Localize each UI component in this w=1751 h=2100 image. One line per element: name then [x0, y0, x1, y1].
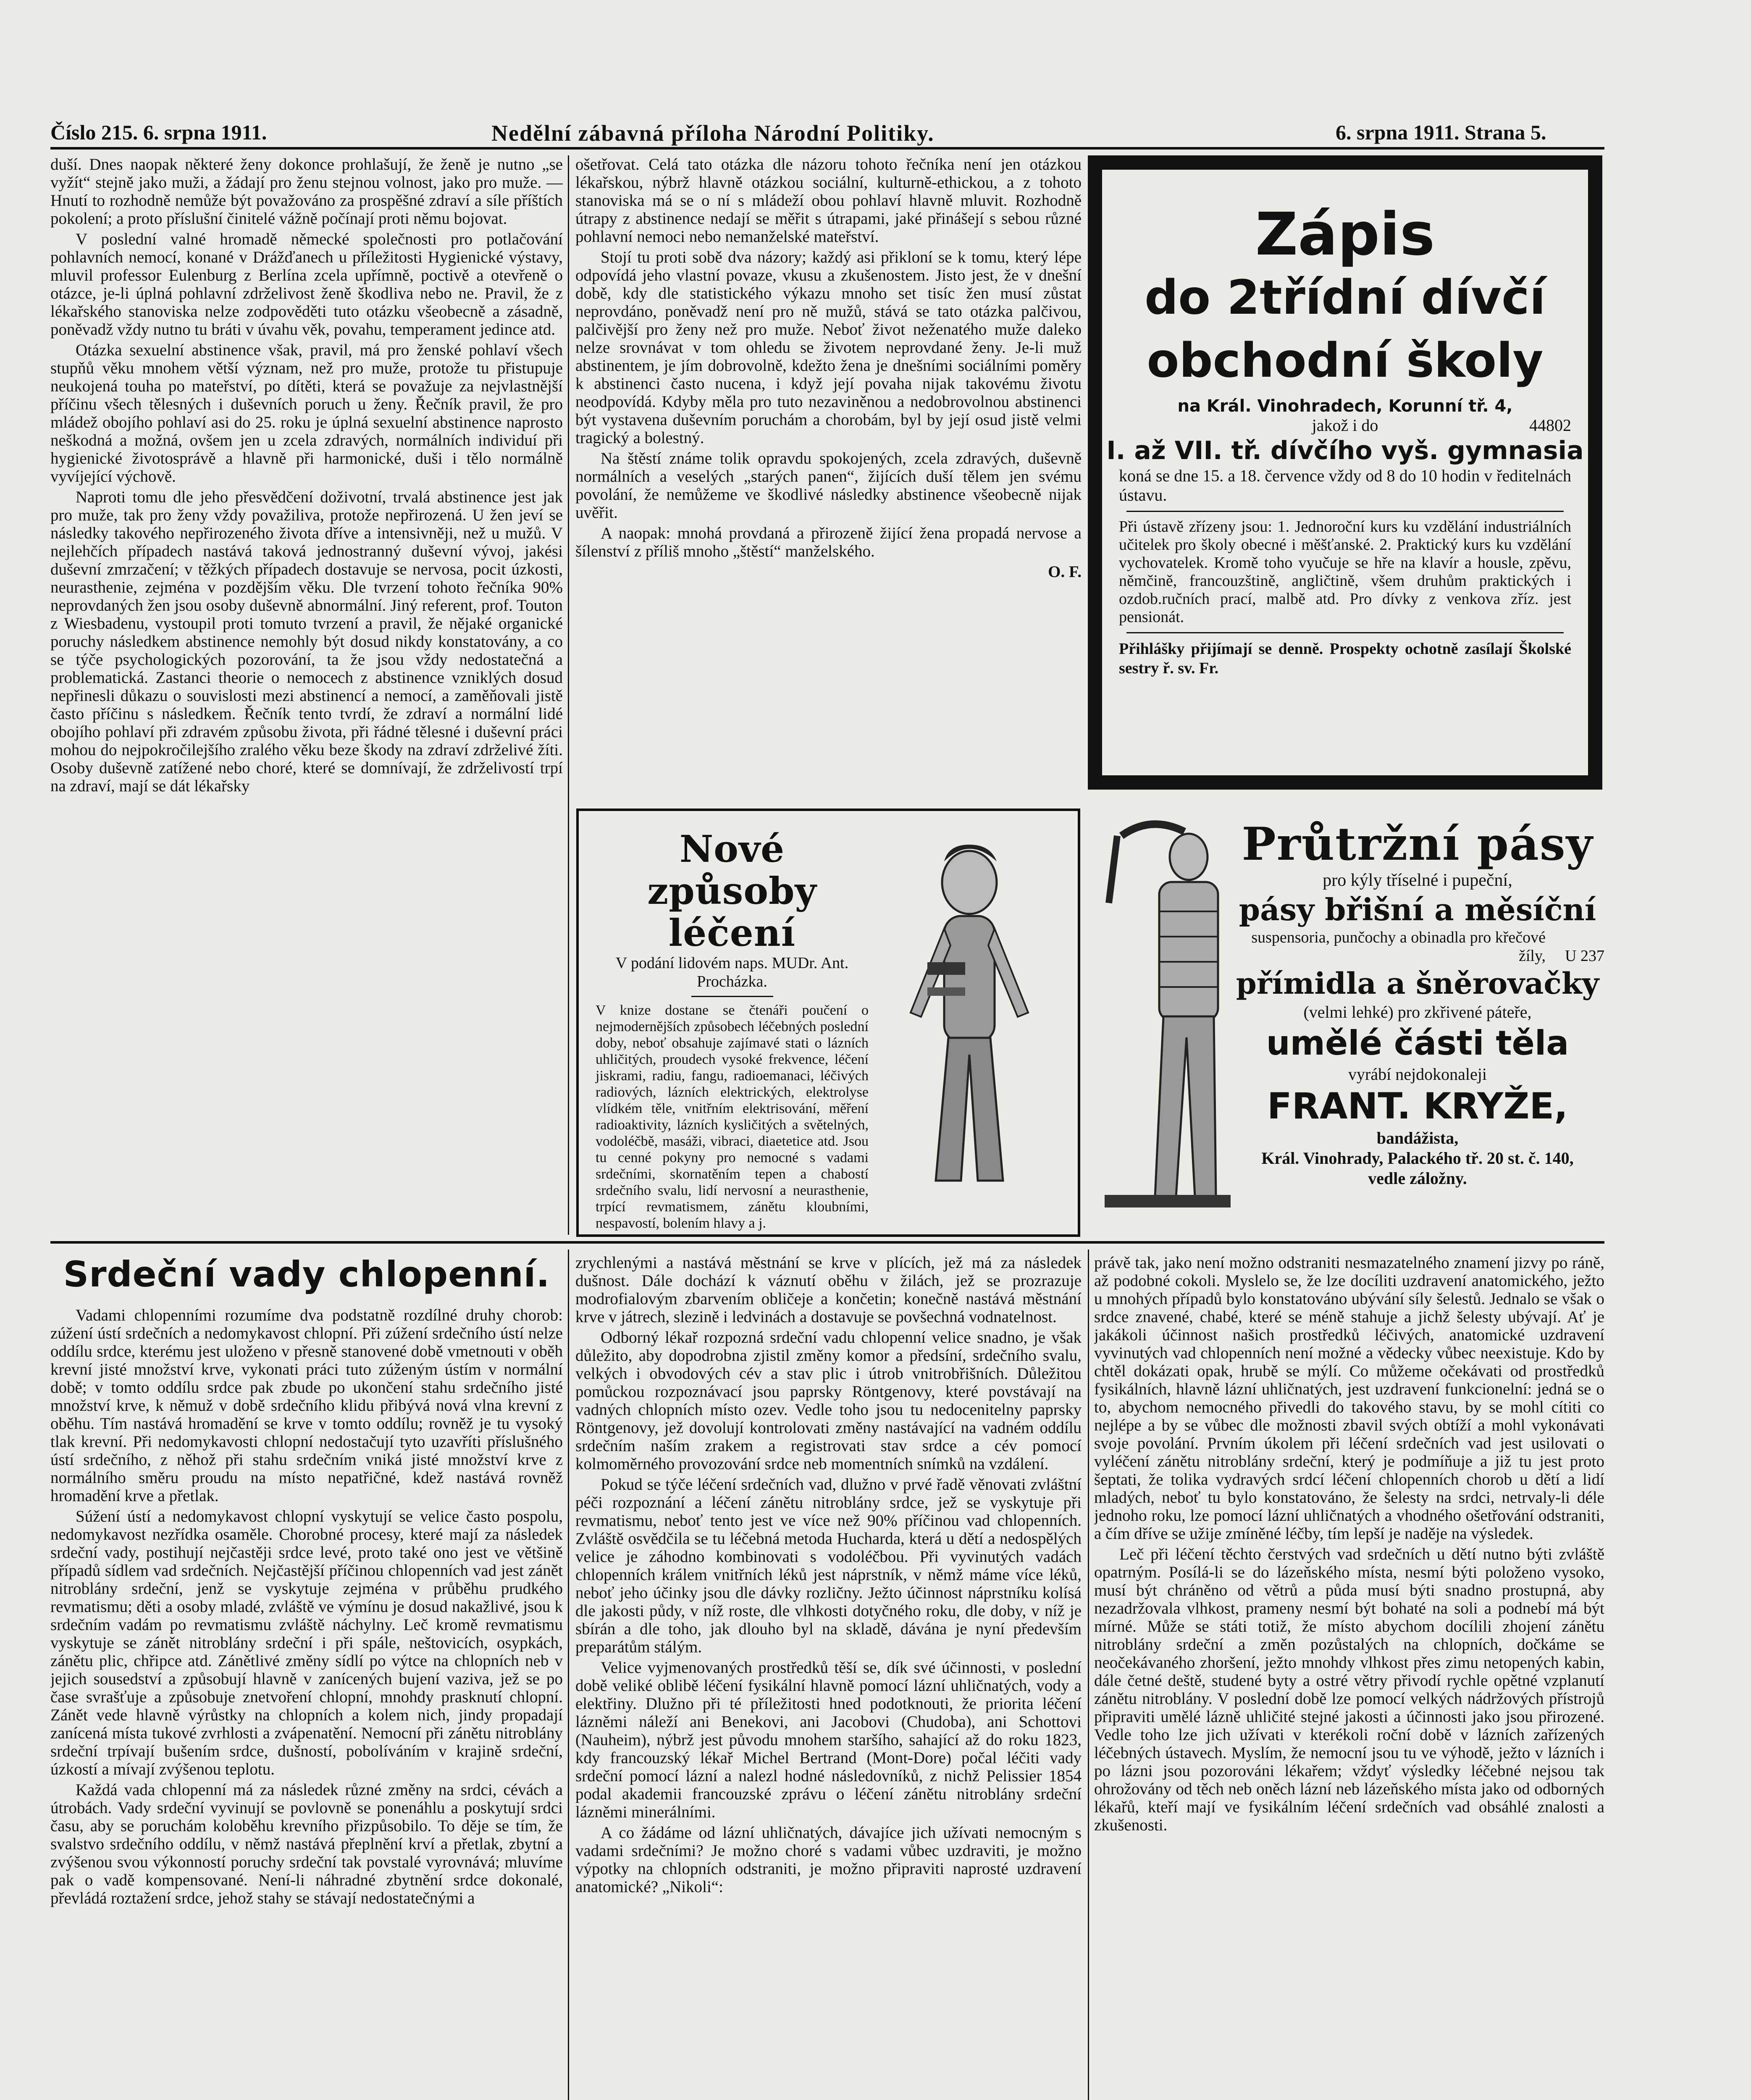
- ad-school-footer: Přihlášky přijímají se denně. Prospekty ochotně zasílají Školské sestry ř. sv. Fr.: [1119, 640, 1571, 677]
- diamond-ornament: [1334, 764, 1358, 788]
- col2-para-2: Stojí tu proti sobě dva názory; každý asi přikloní se k tomu, který lépe odpovídá jeho vlastní povaze, vkusu a zkušenostem. Jisto jest, že v dnešní době, kdy dle statistického výkazu mnoho set tisíc žen musí zůstat neprovdáno, poněvadž není pro ně mužů, stává se tato otázka palčivou, palčivější pro ženy než pro muže. Neboť život neženatého muže daleko nelze srovnávat v tom ohledu se životem neprovdané ženy. Je-li muž abstinentem, je jím dobrovolně, kdežto žena je dnešními sociálními poměry k abstinenci často nucena, i když její povaha nijak takovému životu neodpovídá. Kdyby měla pro tuto nezaviněnou a nedobrovolnou abstinenci být vystavena duševním poruchám a chorobám, byl by její osud jistě velmi tragický a bolestný.: [575, 248, 1082, 447]
- ad-school-enrollment: [1088, 155, 1602, 790]
- article-a-para-2: Súžení ústí a nedomykavost chlopní vyskytují se velice často pospolu, nedomykavost nezřídka osaměle. Chorobné procesy, které mají za následek srdeční vady, postihují nejčastěji srdce levé, proto také ono jest ve většině případů sídlem vad srdečních. Nejčastější příčinou chlopenních vad jest zánět nitroblány srdeční, jenž se vyskytuje zejména v průběhu prudkého revmatismu; děti a osoby mladé, zvláště ve výmínu je dosud nakažlivé, jsou k srdečním vadám po revmatismu zvláště náchylny. Leč kromě revmatismu vyskytuje se zánět nitroblány srdeční i při spále, neštovicích, osypkách, zánětu plic, chřipce atd. Zánětlivé změny sídlí po výtce na chlopních neb v jejich sousedství a způsobují hlavně v zanícených bujení vaziva, jež se po čase svrašťuje a způsobuje znetvoření chlopní, mnohdy prasknutí chlopní. Zánět vede hlavně výrůstky na chlopních a kolem nich, jindy propadají zanícená místa tukové zvrhlosti a zvápenatění. Nemocní při zánětu nitroblány srdeční trpívají bušením srdce, dušností, pobolíváním v krajině srdeční, úzkostí a mívají zvýšenou teplotu.: [50, 1507, 563, 1778]
- ad-school-body: Při ústavě zřízeny jsou: 1. Jednoroční kurs ku vzdělání industriálních učitelek pro školy obecné i měšťanské. 2. Praktický kurs ku vzdělání vychovatelek. Kromě toho vyučuje se hře na klavír a housle, zpěvu, němčině, francouzštině, angličtině, všem druhům praktických i ozdob.ručních prací, malbě atd. Pro dívky z venkova zříz. jest pensionát.: [1119, 518, 1571, 626]
- ad-school-rule: [1126, 511, 1564, 512]
- column-divider: [568, 1250, 569, 2100]
- bandage-figure: [1092, 819, 1231, 1218]
- issue-number: Číslo 215. 6. srpna 1911.: [50, 121, 267, 144]
- ad-school-address: na Král. Vinohradech, Korunní tř. 4,: [1177, 396, 1513, 416]
- article-b-para-4: Velice vyjmenovaných prostředků těší se, dík své účinnosti, v poslední době veliké oblibě léčení fysikální hlavně pomocí lázní uhličnatých, vody a elektřiny. Dlužno při té příležitosti hned podotknouti, že priorita léčení lázněmi náleží ani Benekovi, ani Jacobovi (Chudoba), ani Schottovi (Nauheim), nýbrž jest původu mnohem staršího, sahající až do roku 1823, kdy francouzský lékař Michel Bertrand (Mont-Dore) počal léčiti vady srdeční pomocí lázní a nalezl hodné následovníků, z nichž Pelissier 1854 podal akademii francouzské zprávu o léčení zánětu nitroblány srdeční lázněmi minerálními.: [575, 1659, 1082, 1821]
- col2-signature: O. F.: [1048, 563, 1082, 581]
- col2-para-4: A naopak: mnohá provdaná a přirozeně žijící žena propadá nervose a šílenství z příliš mnoho „štěstí“ manželského.: [575, 524, 1082, 560]
- ad-trusses-code: U 237: [1565, 947, 1604, 965]
- article-column-3: [1094, 1254, 1604, 2100]
- article-c-para-1: právě tak, jako není možno odstraniti nesmazatelného znamení jizvy po ráně, až podobné cokoli. Myslelo se, že lze docíliti uzdravení anatomického, ježto u mnohých případů bylo konstatováno ubývání síly šelestů. Jednalo se však o srdce znavené, chabé, které se méně stahuje a jichž šelesty ubývají. Ať je jakákoli účinnost našich prostředků léčivých, anatomické uzdravení vyvinutých vad chlopenních není možné a vědecky vůbec neexistuje. Kdo by chtěl dokázati opak, hrubě se mýlí. Co můžeme očekávati od prostředků fysikálních, hlavně lázní uhličnatých, jest uzdravení funkcionelní: jedná se o to, abychom nemocného přivedli do takového stavu, by se mohl cítiti co nejlépe a by se vůbec dle možnosti zbavil svých obtíží a mohl vykonávati svoje povolání. Prvním úkolem při léčení srdečních vad jest usilovati o vyléčení zánětu nitroblány srdeční, který je podmíňuje a již tu jest proto šeptati, že tolika vydravých srdcí léčení chlopenních chorob u dětí a lidí mladých, neboť tu bylo konstatováno, že šelesty na srdci, netrvaly-li déle jednoho roku, lze pomocí lázní uhličnatých a vhodného ošetřování odstraniti, a čím dříve se užije zmíněné léčby, tím lepší je naděje na výsledek.: [1094, 1254, 1604, 1543]
- ad-school-heading-2: do 2třídní dívčí: [1145, 270, 1546, 325]
- ad-school-heading-3: obchodní školy: [1147, 333, 1544, 388]
- ad-book: [576, 808, 1080, 1237]
- ad-school-rule: [1126, 632, 1564, 633]
- ad-trusses-title4: umělé části těla: [1266, 1024, 1569, 1063]
- ad-trusses-title3: přímidla a šněrovačky: [1236, 966, 1599, 1001]
- ad-book-body: V knize dostane se čtenáři poučení o nejmodernějších způsobech léčebných poslední doby, neboť obsahuje zajímavé stati o lázních uhličitých, proudech vysoké frekvence, léčení jiskrami, radiu, fangu, radioemanaci, léčivých radiových, lázních elektrických, elektrolyse vlídkém těle, vnitřním elektrisování, měření radioaktivity, lázních kysličitých a světelných, vodoléčbě, masáži, vibraci, diaetetice atd. Jsou tu cenné pokyny pro nemocné s vadami srdečními, skornatěním tepen a chabostí srdečního svalu, lidí nervosní a neurasthenie, trpící revmatismem, zánětu kloubními, nespavostí, bolením hlavy a j.: [596, 1003, 869, 1231]
- article-rule: [50, 1241, 1604, 1244]
- woman-illustration: [881, 836, 1058, 1197]
- col1-para-4: Naproti tomu dle jeho přesvědčení doživotní, trvalá abstinence jest jak pro muže, tak pro ženy vždy považiliva, protože nepřirozená. U žen jeví se následky takového nepřirozeného života dříve a intensivněji, než u mužů. V nejlehčích případech nastává taková jednostranný duševní vývoj, jakési duševní zmrzačení; v těžkých případech dostavuje se nervosa, pocit úzkosti, neurasthenie, zejména v pozdějším věku. Dle tvrzení tohoto řečníka 90% neprovdaných žen jsou osoby duševně abnormální. Jiný referent, prof. Touton z Wiesbadenu, vystoupil proti tomuto tvrzení a pravil, že nějaké organické poruchy následkem abstinence nemohly být dosud nikdy konstatovány, a co se týče psychologických pozorování, ta že jsou vždy nedostatečná a problematická. Zastanci theorie o nemocech z abstinence vzniklých dosud nepřinesli důkazu o souvislosti mezi abstinencí a nemocí, a zaměňovali jistě často příčinu s následkem. Řečník tento tvrdí, že zdraví a normální lidé obojího pohlaví při zdravém způsobu života, při řádné tělesné i duševní práci mohou do nejpokročilejšího zralého věku beze škody na zdraví zdrželivé žíti. Osoby duševně zatížené nebo choré, které se domnívají, že zdrželivostí trpí na zdraví, mají se dát lékařsky: [50, 488, 563, 795]
- ad-book-order: [596, 1235, 869, 1237]
- ad-trusses-address: Král. Vinohrady, Palackého tř. 20 st. č. 140, vedle záložny.: [1261, 1149, 1574, 1188]
- column-divider: [568, 155, 569, 1235]
- ad-school-heading-1: Zápis: [1255, 200, 1435, 269]
- article-b-para-3: Pokud se týče léčení srdečních vad, dlužno v prvé řadě věnovati zvláštní péči rozpoznání a léčení zánětu nitroblány srdce, jež se vyskytuje při revmatismu, neboť tento jest ve více než 90% příčinou vad chlopenních. Zvláště osvědčila se tu léčebná metoda Hucharda, která u dětí a nedospělých velice je záhodno kombinovati s vodoléčbou. Při vyvinutých vadách chlopenních králem vnitřních léků jest náprstník, v němž máme více léků, neboť jeho účinky jsou dle dávky rozličny. Ježto účinnost náprstníku kolísá dle jakosti půdy, v níž roste, dle vlhkosti dotyčného roku, dle doby, v níž je sbírán a dle toho, jak dlouho byl na skladě, dávána je nyní především preparátům stálým.: [575, 1475, 1082, 1656]
- supplement-title: Nedělní zábavná příloha Národní Politiky.: [491, 121, 935, 146]
- ad-trusses-title: Průtržní pásy: [1242, 819, 1593, 871]
- article-a-para-3: Každá vada chlopenní má za následek různé změny na srdci, cévách a útrobách. Vady srdeční vyvinují se povlovně se ponenáhlu a poskytují srdci času, aby se poruchám koloběhu krevního přizpůsobilo. To děje se tím, že svalstvo srdečního oddílu, v němž nastává přeplnění krví a přetlak, zbytní a zvýšenou svou výkonností poruchy srdeční tak povstalé vyrovnává; mluvíme pak o vadě kompensované. Není-li náhradné zbytnění srdce dokonalé, převládá roztažení srdce, jehož stahy se stávají nedostatečnými a: [50, 1781, 563, 1907]
- col1-para-1: duší. Dnes naopak některé ženy dokonce prohlašují, že ženě je nutno „se vyžít“ stejně jako muži, a žádají pro ženu stejnou volnost, jako pro muže. — Hnutí to rozhodně nemůže být považováno za prospěšné zdraví a síle příštích pokolení; a proto příslušní činitelé vážně počínají proti němu bojovat.: [50, 155, 563, 228]
- column-2: [575, 155, 1082, 794]
- ad-trusses-title2: pásy břišní a měsíční: [1239, 892, 1596, 927]
- col1-para-2: V poslední valné hromadě německé společnosti pro potlačování pohlavních nemocí, konané v Drážďanech u příležitosti Hygienické výstavy, mluvil professor Eulenburg z Berlína zcela upřímně, poctivě a otevřeně o otázce, je-li úplná pohlavní zdrželivost ženě škodliva nebo ne. Pravil, že z lékařského stanoviska nelze zodpověděti tuto otázku všeobecně a zásadně, poněvadž vždy nutno tu bráti v úvahu věk, povahu, temperament jedince atd.: [50, 230, 563, 339]
- ad-trusses-line3: (velmi lehké) pro zkřivené páteře,: [1303, 1003, 1532, 1021]
- ad-trusses-maker: FRANT. KRYŽE,: [1267, 1085, 1568, 1127]
- article-b-para-1: zrychlenými a nastává městnání se krve v plících, jež má za následek dušnost. Dále dochází k váznutí oběhu v žilách, jež se prozrazuje modrofialovým zbarvením obličeje a končetin; konečně nastává městnání krve v játrech, slezině i ledvinách a dostavuje se povšechná vodnatelnost.: [575, 1254, 1082, 1326]
- col2-para-1: ošetřovat. Celá tato otázka dle názoru tohoto řečníka není jen otázkou lékařskou, nýbrž hlavně otázkou sociální, kulturně-ethickou, a z tohoto stanoviska má se o ní s mládeží obou pohlaví hlavně mluvit. Rozhodně útrapy z abstinence nedají se měřit s útrapami, jaké přinášejí s sebou různé pohlavní nemoci nebo nemanželské mateřství.: [575, 155, 1082, 246]
- header-rule: [50, 147, 1604, 150]
- ad-school-also: jakož i do: [1312, 416, 1378, 435]
- ad-trusses-line1: pro kýly tříselné i pupeční,: [1323, 871, 1512, 890]
- article-c-para-2: Leč při léčení těchto čerstvých vad srdečních u dětí nutno býti zvláště opatrným. Posílá-li se do lázeňského místa, nesmí býti položeno vysoko, musí být chráněno od větrů a půda musí býti snadno prostupná, aby nezadržovala vlhkost, prameny nesmí být bohaté na soli a podnebí má být mírné. Může se státi totiž, že místo abychom docílili zhojení zánětu nitroblány srdeční a změn pozůstalých na chlopních, dočkáme se neočekávaného zhoršení, ježto mnohdy vlhkost přes zimu netopených kabin, dále četné deště, studené byty a ostré větry přivodí rychle opětné vzplanutí zánětu nitroblány. V poslední době lze pomocí velkých nádržových přístrojů připraviti umělé lázně uhličité stejné jakosti a účinnosti jako jsou přirozené. Vedle toho lze jich užívati v kterékoli roční době v lázních zařízených léčebných ústavech. Myslím, že nemocní jsou tu ve výhodě, ježto v lázních i po lázni jsou pozorováni lékařem; vždyť výsledky léčebné nejsou tak ohrožovány od těch neb oněch lázní neb lázeňského místa jako od odborných lékařů, kteří mají ve fysikálním léčení srdečních vad obsáhlé znalosti a zkušenosti.: [1094, 1545, 1604, 1834]
- ad-school-code: 44802: [1529, 416, 1571, 435]
- ad-trusses-line2: suspensoria, punčochy a obinadla pro křečové žíly,: [1251, 929, 1546, 965]
- ad-trusses-trade: bandážista,: [1376, 1129, 1459, 1147]
- ad-book-subtitle: V podání lidovém naps. MUDr. Ant. Procházka.: [615, 954, 849, 990]
- article-column-1: [50, 1306, 563, 2100]
- article-column-2: [575, 1254, 1082, 2100]
- article-title: Srdeční vady chlopenní.: [63, 1254, 550, 1295]
- page-header: [50, 120, 1596, 150]
- ad-book-rule: [691, 996, 773, 997]
- ad-book-title: Nové způsoby léčení: [647, 827, 817, 955]
- col1-para-3: Otázka sexuelní abstinence však, pravil, má pro ženské pohlaví všech stupňů věku mnohem větší význam, než pro muže, protože tu přistupuje neukojená touha po mateřství, po dítěti, která se považuje za nejvlastnější příčinu všech tělesných i duševních poruch u ženy. Řečník pravil, že pro mládež obojího pohlaví asi do 25. roku je úplná sexuelní abstinence naprosto neškodná a možná, ovšem jen u zcela zdravých, normálních individuí při hygienické životosprávě a hlavně při harmonické, duši i tělo normálně vyvíjející výchově.: [50, 341, 563, 486]
- ad-school-dates: koná se dne 15. a 18. července vždy od 8 do 10 hodin v ředitelnách ústavu.: [1119, 466, 1571, 504]
- column-divider: [1088, 1250, 1089, 2100]
- ad-trusses: [1092, 819, 1604, 1218]
- article-b-para-2: Odborný lékař rozpozná srdeční vadu chlopenní velice snadno, je však důležito, aby dopodrobna zjistil změny komor a předsíní, srdečního svalu, velkých i obvodových cév a stav plic i útrob vnitrobřišních. Důležitou pomůckou rozpoznávací jsou paprsky Röntgenovy, které povstávají na vadných chlopních místo ozev. Vedle toho jsou tu nedocenitelny paprsky Röntgenovy, jež dovolují kontrolovati změny nastávající na vadném oddílu srdečním naším zrakem a registrovati stav srdce a cév pomocí kolmoměrného provozování srdce neb momentních snímků na vzdálení.: [575, 1328, 1082, 1473]
- article-a-para-1: Vadami chlopenními rozumíme dva podstatně rozdílné druhy chorob: zúžení ústí srdečních a nedomykavost chlopní. Při zúžení srdečního ústí nelze oddílu srdce, kterému jest uloženo v přesně stanovené době vmetnouti v oběh krevní jisté množství krve, vykonati práci tuto zúženým ústím v normální době; v tomto oddílu srdce pak zbude po ukončení stahu srdečního jisté množství krve, k němuž v době srdečního klidu přibývá nová vlna krevní z oběhu. Tím nastává hromadění se krve v tomto oddílu; rovněž je tu vysoký tlak krevní. Při nedomykavosti chlopní nedostačují tyto uzavříti příslušného ústí srdečního, z něhož při stahu srdečním vniká jisté množství krve z normálního směru proudu na místo nepatřičné, kdež nastává rovněž hromadění krve a přetlak.: [50, 1306, 563, 1505]
- column-1: [50, 155, 563, 1231]
- date-page: 6. srpna 1911. Strana 5.: [1336, 121, 1546, 144]
- article-b-para-5: A co žádáme od lázní uhličnatých, dávajíce jich užívati nemocným s vadami srdečními? Je možno choré s vadami vůbec uzdraviti, je možno výpotky na chlopních odstraniti, je možno připraviti naprosté uzdravení anatomické? „Nikoli“:: [575, 1824, 1082, 1896]
- col2-para-3: Na štěstí známe tolik opravdu spokojených, zcela zdravých, duševně normálních a veselých „starých panen“, žijících duší tělem jen svému povolání, že nemůžeme ve škodlivé následky abstinence všeobecně nijak uvěřit.: [575, 449, 1082, 522]
- ad-trusses-line4: vyrábí nejdokonaleji: [1348, 1065, 1487, 1084]
- ad-school-gymnasium: I. až VII. tř. dívčího vyš. gymnasia: [1106, 436, 1584, 465]
